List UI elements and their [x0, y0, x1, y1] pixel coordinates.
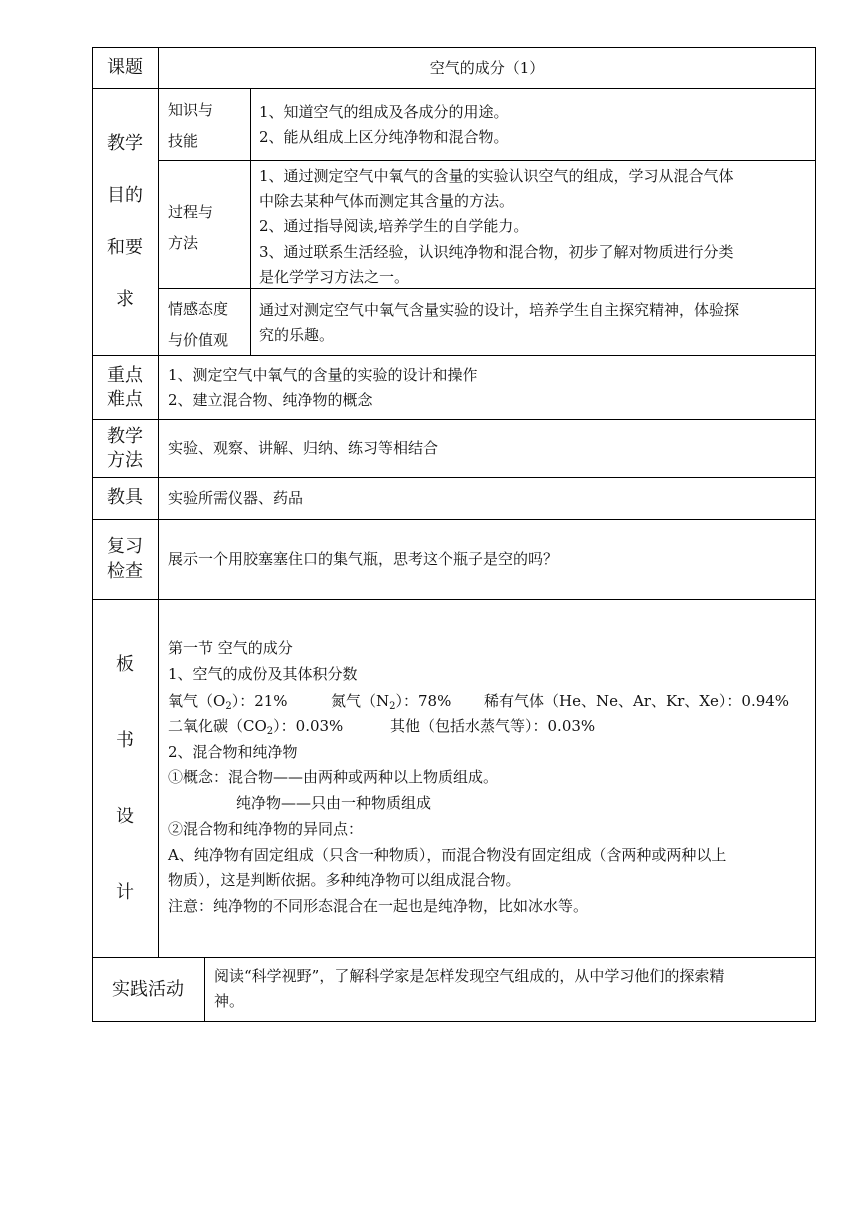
board-oxygen: 氧气$(O_2)$：21% — [168, 692, 288, 712]
row-divider — [92, 419, 816, 420]
row-divider — [92, 355, 816, 356]
review-text: 展示一个用胶塞塞住口的集气瓶，思考这个瓶子是空的吗？ — [168, 550, 559, 568]
attitude-label-line: 与价值观 — [168, 331, 229, 349]
board-label-char: 板 — [116, 654, 134, 675]
tools-label: 教具 — [107, 487, 143, 508]
board-compare-title: ②混合物和纯净物的异同点： — [168, 820, 364, 838]
board-co2: 二氧化碳$(CO_2)$：0.03% — [168, 717, 344, 737]
objectives-label-line: 求 — [116, 289, 134, 310]
board-label-char: 书 — [116, 730, 134, 751]
column-divider — [815, 47, 816, 1022]
objectives-label-line: 和要 — [107, 237, 143, 258]
board-nitrogen: 氮气$(N_2)$：78% — [331, 692, 452, 712]
board-item-2: 2、混合物和纯净物 — [168, 743, 298, 761]
method-label-line: 方法 — [107, 450, 143, 471]
key-point-line: 2、建立混合物、纯净物的概念 — [168, 391, 373, 409]
board-concept-pure: 纯净物——只由一种物质组成 — [236, 794, 432, 812]
objectives-label-line: 目的 — [107, 185, 143, 206]
review-label-line: 复习 — [107, 536, 143, 557]
knowledge-label-line: 技能 — [168, 132, 199, 150]
knowledge-label-line: 知识与 — [168, 101, 214, 119]
row-divider — [92, 47, 816, 48]
process-line: 是化学学习方法之一。 — [259, 268, 410, 286]
board-note: 注意：纯净物的不同形态混合在一起也是纯净物，比如冰水等。 — [168, 897, 589, 915]
process-label-line: 方法 — [168, 234, 199, 252]
board-noble-gases: 稀有气体（He、Ne、Ar、Kr、Xe）：0.94% — [484, 692, 790, 710]
board-concept-mixture: ①概念：混合物——由两种或两种以上物质组成。 — [168, 768, 499, 786]
process-label-line: 过程与 — [168, 203, 214, 221]
board-item-1: 1、空气的成份及其体积分数 — [168, 665, 358, 683]
row-divider — [92, 88, 816, 89]
knowledge-line: 1、知道空气的组成及各成分的用途。 — [259, 103, 509, 121]
header-label: 课题 — [107, 57, 143, 78]
column-divider — [250, 88, 251, 356]
key-points-label-line: 难点 — [107, 389, 143, 410]
row-divider — [92, 519, 816, 520]
review-label-line: 检查 — [107, 561, 143, 582]
process-line: 中除去某种气体而测定其含量的方法。 — [259, 192, 515, 210]
row-divider — [92, 1021, 816, 1022]
attitude-line: 通过对测定空气中氧气含量实验的设计，培养学生自主探究精神，体验探 — [259, 301, 740, 319]
practice-label: 实践活动 — [112, 979, 184, 1000]
row-divider — [92, 477, 816, 478]
process-line: 1、通过测定空气中氧气的含量的实验认识空气的组成，学习从混合气体 — [259, 167, 734, 185]
practice-line: 阅读“科学视野”，了解科学家是怎样发现空气组成的，从中学习他们的探索精 — [214, 967, 725, 985]
board-label-char: 计 — [116, 882, 134, 903]
attitude-line: 究的乐趣。 — [259, 326, 335, 344]
tools-text: 实验所需仪器、药品 — [168, 489, 304, 507]
board-others: 其他（包括水蒸气等）：0.03% — [390, 717, 596, 735]
board-compare-line: A、纯净物有固定组成（只含一种物质），而混合物没有固定组成（含两种或两种以上 — [168, 846, 727, 864]
board-compare-line: 物质），这是判断依据。多种纯净物可以组成混合物。 — [168, 871, 521, 889]
key-points-label-line: 重点 — [107, 365, 143, 386]
row-divider — [92, 957, 816, 958]
process-line: 2、通过指导阅读,培养学生的自学能力。 — [259, 217, 529, 235]
knowledge-line: 2、能从组成上区分纯净物和混合物。 — [259, 128, 509, 146]
row-divider — [158, 160, 816, 161]
row-divider — [158, 288, 816, 289]
column-divider — [204, 957, 205, 1022]
row-divider — [92, 599, 816, 600]
process-line: 3、通过联系生活经验，认识纯净物和混合物，初步了解对物质进行分类 — [259, 243, 734, 261]
page-title: 空气的成分（1） — [429, 59, 545, 77]
key-point-line: 1、测定空气中氧气的含量的实验的设计和操作 — [168, 366, 478, 384]
method-label-line: 教学 — [107, 426, 143, 447]
objectives-label-line: 教学 — [107, 133, 143, 154]
column-divider — [158, 47, 159, 958]
board-label-char: 设 — [116, 806, 134, 827]
method-text: 实验、观察、讲解、归纳、练习等相结合 — [168, 439, 439, 457]
practice-line: 神。 — [214, 992, 245, 1010]
board-section-title: 第一节 空气的成分 — [168, 639, 293, 657]
attitude-label-line: 情感态度 — [168, 300, 229, 318]
